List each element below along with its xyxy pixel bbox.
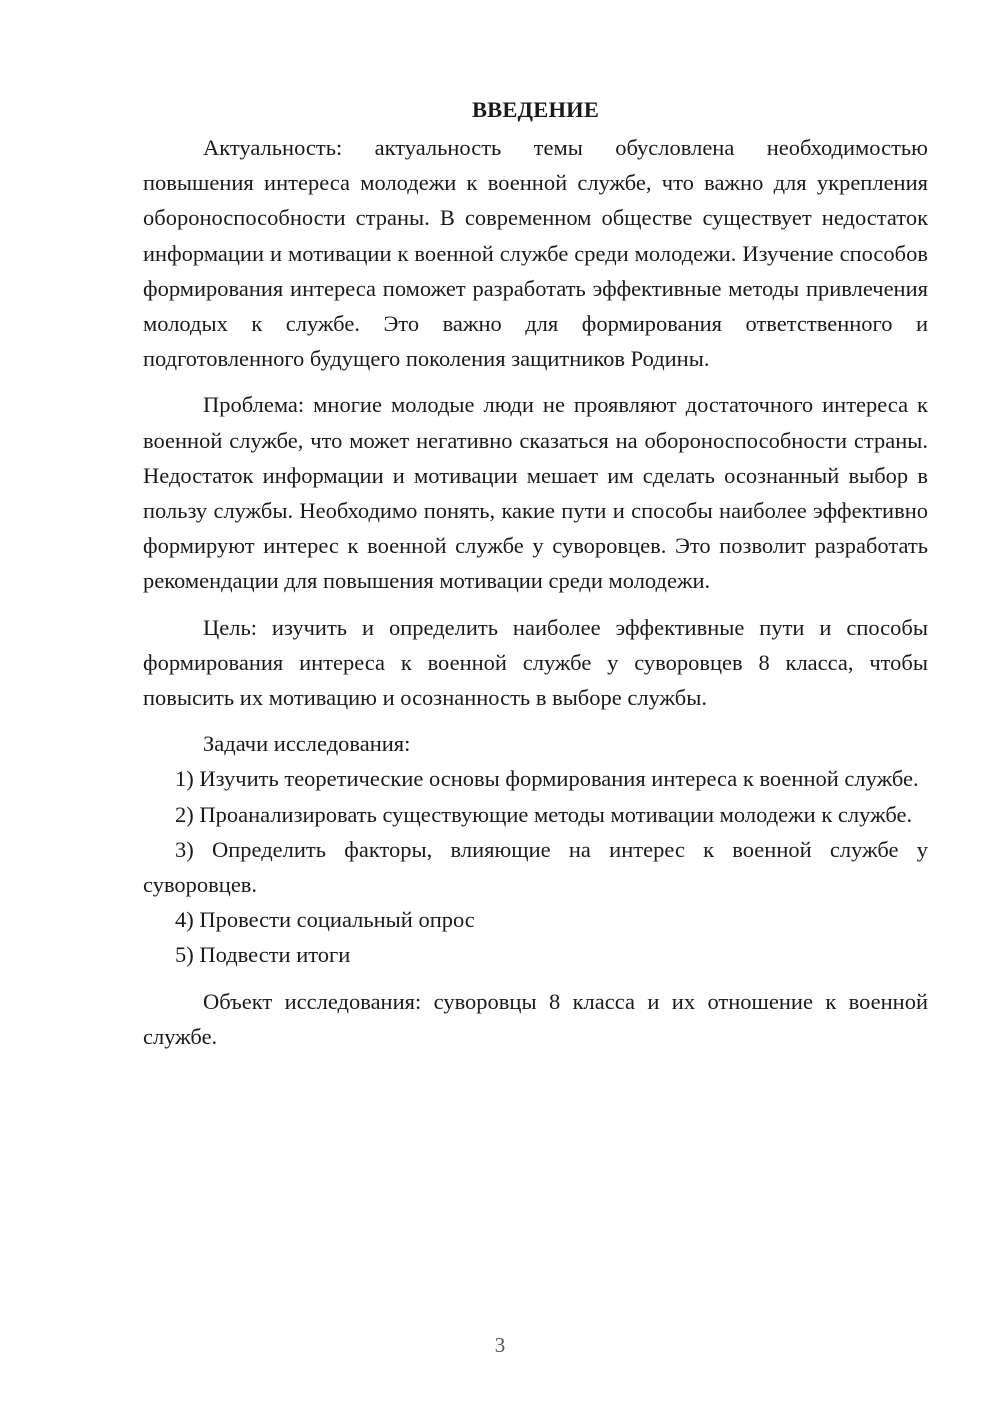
task-item-2: 2) Проанализировать существующие методы мотивации молодежи к службе. (175, 801, 913, 827)
task-item-3: 3) Определить факторы, влияющие на интерес к военной службе у суворовцев. (143, 836, 928, 898)
task-item-1: 1) Изучить теоретические основы формирования интереса к военной службе. (175, 766, 919, 792)
goal-paragraph: Цель: изучить и определить наиболее эффективные пути и способы формирования интереса к военной службе у суворовцев 8 класса, чтобы повысить их мотивацию и осознанность в выборе службы. (143, 614, 928, 711)
object-paragraph: Объект исследования: суворовцы 8 класса и их отношение к военной службе. (143, 988, 928, 1049)
problem-paragraph: Проблема: многие молодые люди не проявляют достаточного интереса к военной службе, что может негативно сказаться на обороноспособности страны. Недостаток информации и мотивации мешает им сделать осознанный выбор в пользу службы. Необходимо понять, какие пути и способы наиболее эффективно формируют интерес к военной службе у суворовцев. Это позволит разработать рекомендации для повышения мотивации среди молодежи. (143, 392, 928, 594)
document-page (143, 92, 928, 1054)
tasks-list (143, 761, 928, 972)
task-item-4: 4) Провести социальный опрос (175, 907, 475, 933)
tasks-heading: Задачи исследования: (203, 731, 411, 757)
page-number: 3 (494, 1333, 506, 1357)
relevance-paragraph: Актуальность: актуальность темы обусловлена необходимостью повышения интереса молодежи к военной службе, что важно для укрепления обороноспособности страны. В современном обществе существует недостаток информации и мотивации к военной службе среди молодежи. Изучение способов формирования интереса поможет разработать эффективные методы привлечения молодых к службе. Это важно для формирования ответственного и подготовленного будущего поколения защитников Родины. (143, 135, 928, 372)
task-item-5: 5) Подвести итоги (175, 942, 351, 968)
section-heading: ВВЕДЕНИЕ (471, 97, 600, 122)
